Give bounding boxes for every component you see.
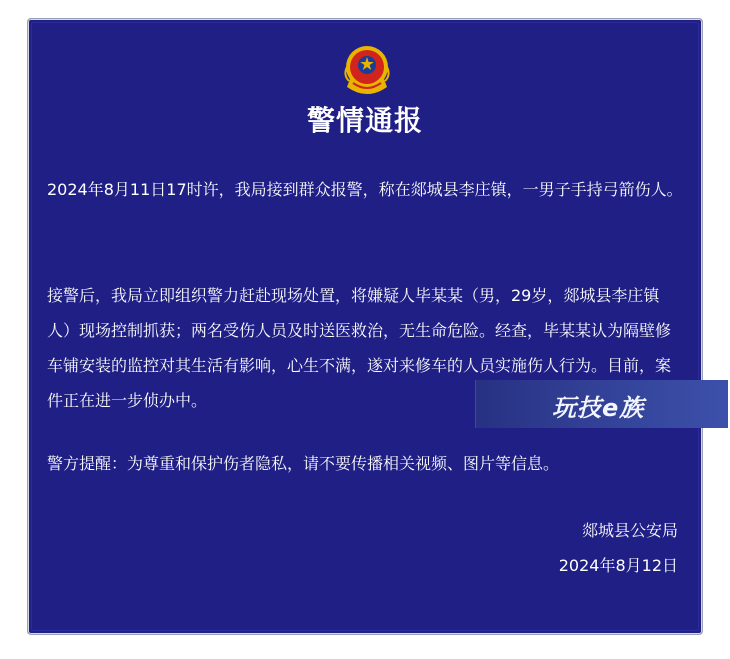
notice-paragraph-2: 接警后，我局立即组织警力赶赴现场处置，将嫌疑人毕某某（男，29岁，郯城县李庄镇人）现场控制抓获；两名受伤人员及时送医救治，无生命危险。经查，毕某某认为隔壁修车铺安装的监控对其生活有影响，心生不满，遂对来修车的人员实施伤人行为。目前，案件正在进一步侦办中。: [47, 286, 672, 410]
issue-date: 2024年8月12日: [558, 556, 678, 575]
notice-paragraph-1: 2024年8月11日17时许，我局接到群众报警，称在郯城县李庄镇，一男子手持弓箭伤人。: [47, 180, 683, 199]
issuer-name: 郯城县公安局: [581, 521, 678, 540]
watermark-banner: [475, 380, 728, 428]
police-badge-icon: [341, 43, 393, 101]
watermark-text: 玩技e族: [552, 394, 645, 422]
notice-paragraph-3: 警方提醒：为尊重和保护伤者隐私，请不要传播相关视频、图片等信息。: [47, 454, 560, 473]
notice-title: 警情通报: [306, 104, 423, 137]
notice-card: [27, 18, 703, 635]
